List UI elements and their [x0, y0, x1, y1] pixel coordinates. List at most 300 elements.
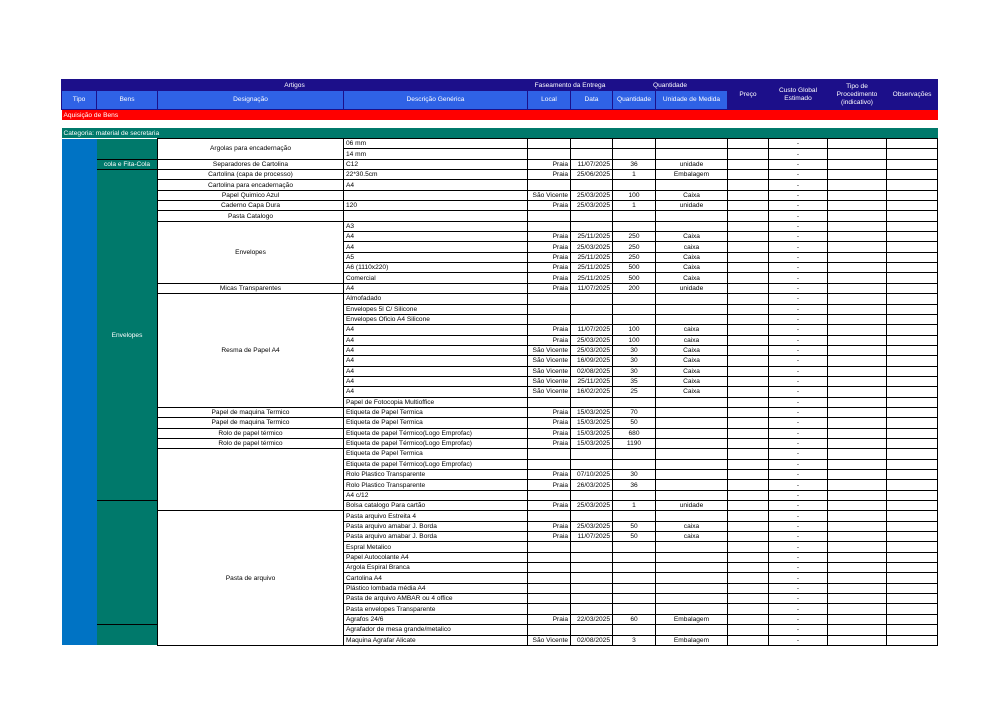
- local-cell: Praia: [528, 242, 571, 252]
- table-row: [62, 283, 938, 293]
- custo-cell: -: [769, 438, 828, 448]
- procedimento-cell: [828, 149, 887, 159]
- preco-cell: [728, 190, 769, 200]
- custo-cell: -: [769, 490, 828, 500]
- header-data: Data: [571, 91, 613, 110]
- local-cell: Praia: [528, 232, 571, 242]
- category-row: [62, 128, 938, 139]
- descricao-cell: Envelopes Oficio A4 Silicone: [344, 314, 528, 324]
- preco-cell: [728, 459, 769, 469]
- unidade-cell: [656, 438, 728, 448]
- local-cell: [528, 563, 571, 573]
- header-preco: Preço: [728, 80, 769, 110]
- procedimento-cell: [828, 532, 887, 542]
- procedimento-cell: [828, 573, 887, 583]
- descricao-cell: Etiqueta de papel Térmico(Logo Emprofac): [344, 428, 528, 438]
- custo-cell: -: [769, 542, 828, 552]
- unidade-cell: [656, 180, 728, 190]
- descricao-cell: Rolo Plastico Transparente: [344, 470, 528, 480]
- local-cell: Praia: [528, 273, 571, 283]
- descricao-cell: A4 c/12: [344, 490, 528, 500]
- observacoes-cell: [887, 511, 938, 521]
- preco-cell: [728, 335, 769, 345]
- data-cell: 25/11/2025: [571, 376, 613, 386]
- local-cell: [528, 449, 571, 459]
- observacoes-cell: [887, 252, 938, 262]
- header-tipo-procedimento: Tipo de Procedimento (indicativo): [828, 80, 887, 110]
- quantidade-cell: 100: [613, 335, 656, 345]
- custo-cell: -: [769, 263, 828, 273]
- quantidade-cell: 30: [613, 345, 656, 355]
- quantidade-cell: 30: [613, 366, 656, 376]
- procedimento-cell: [828, 594, 887, 604]
- quantidade-cell: 250: [613, 232, 656, 242]
- custo-cell: -: [769, 314, 828, 324]
- descricao-cell: [344, 190, 528, 200]
- data-cell: [571, 304, 613, 314]
- bens-cell: [97, 139, 158, 160]
- unidade-cell: [656, 449, 728, 459]
- local-cell: São Vicente: [528, 635, 571, 645]
- descricao-cell: Pasta arquivo Estreita 4: [344, 511, 528, 521]
- descricao-cell: Papel Autocolante A4: [344, 552, 528, 562]
- custo-cell: -: [769, 449, 828, 459]
- descricao-cell: A6 (1110x220): [344, 263, 528, 273]
- descricao-cell: Pasta envelopes Transparente: [344, 604, 528, 614]
- preco-cell: [728, 159, 769, 169]
- table-row: [62, 428, 938, 438]
- designacao-cell: Envelopes: [158, 221, 344, 283]
- observacoes-cell: [887, 273, 938, 283]
- custo-cell: -: [769, 594, 828, 604]
- local-cell: Praia: [528, 614, 571, 624]
- custo-cell: -: [769, 335, 828, 345]
- descricao-cell: 06 mm: [344, 139, 528, 149]
- unidade-cell: [656, 604, 728, 614]
- data-cell: 16/09/2025: [571, 356, 613, 366]
- procedimento-cell: [828, 583, 887, 593]
- custo-cell: -: [769, 532, 828, 542]
- table-row: [62, 407, 938, 417]
- custo-cell: -: [769, 201, 828, 211]
- descricao-cell: Almofadado: [344, 294, 528, 304]
- local-cell: São Vicente: [528, 190, 571, 200]
- unidade-cell: [656, 573, 728, 583]
- descricao-cell: A4: [344, 356, 528, 366]
- data-cell: 25/03/2025: [571, 190, 613, 200]
- preco-cell: [728, 211, 769, 221]
- quantidade-cell: [613, 294, 656, 304]
- section-title: Aquisição de Bens: [62, 110, 938, 121]
- unidade-cell: unidade: [656, 201, 728, 211]
- local-cell: Praia: [528, 201, 571, 211]
- local-cell: [528, 511, 571, 521]
- data-cell: 15/03/2025: [571, 428, 613, 438]
- unidade-cell: Embalagem: [656, 614, 728, 624]
- spacer-cell: [62, 120, 938, 128]
- preco-cell: [728, 614, 769, 624]
- table-row: [62, 221, 938, 231]
- descricao-cell: Maquina Agrafar Alicate: [344, 635, 528, 645]
- descricao-cell: A3: [344, 221, 528, 231]
- descricao-cell: Etiqueta de Papel Termica: [344, 449, 528, 459]
- custo-cell: -: [769, 614, 828, 624]
- descricao-cell: 22*30.5cm: [344, 170, 528, 180]
- observacoes-cell: [887, 139, 938, 149]
- local-cell: [528, 149, 571, 159]
- observacoes-cell: [887, 521, 938, 531]
- bens-cell: [97, 625, 158, 646]
- header-quantidade-group: Quantidade: [613, 80, 728, 91]
- procedimento-cell: [828, 438, 887, 448]
- unidade-cell: Caixa: [656, 376, 728, 386]
- procedimento-cell: [828, 159, 887, 169]
- quantidade-cell: [613, 583, 656, 593]
- procedimento-cell: [828, 459, 887, 469]
- descricao-cell: A4: [344, 242, 528, 252]
- table-row: [62, 159, 938, 169]
- observacoes-cell: [887, 573, 938, 583]
- quantidade-cell: 30: [613, 356, 656, 366]
- data-cell: [571, 604, 613, 614]
- local-cell: Praia: [528, 407, 571, 417]
- local-cell: [528, 221, 571, 231]
- preco-cell: [728, 325, 769, 335]
- procedimento-cell: [828, 480, 887, 490]
- quantidade-cell: 50: [613, 521, 656, 531]
- observacoes-cell: [887, 583, 938, 593]
- local-cell: [528, 211, 571, 221]
- local-cell: [528, 573, 571, 583]
- observacoes-cell: [887, 428, 938, 438]
- local-cell: São Vicente: [528, 356, 571, 366]
- unidade-cell: Caixa: [656, 252, 728, 262]
- observacoes-cell: [887, 501, 938, 511]
- unidade-cell: [656, 149, 728, 159]
- descricao-cell: Espral Metalico: [344, 542, 528, 552]
- quantidade-cell: [613, 459, 656, 469]
- observacoes-cell: [887, 635, 938, 645]
- unidade-cell: [656, 211, 728, 221]
- observacoes-cell: [887, 201, 938, 211]
- procedimento-cell: [828, 139, 887, 149]
- observacoes-cell: [887, 304, 938, 314]
- unidade-cell: Caixa: [656, 263, 728, 273]
- preco-cell: [728, 418, 769, 428]
- unidade-cell: [656, 459, 728, 469]
- custo-cell: -: [769, 407, 828, 417]
- data-cell: [571, 149, 613, 159]
- data-cell: 15/03/2025: [571, 418, 613, 428]
- descricao-cell: Plástico lombada média A4: [344, 583, 528, 593]
- local-cell: Praia: [528, 428, 571, 438]
- observacoes-cell: [887, 480, 938, 490]
- custo-cell: -: [769, 625, 828, 635]
- designacao-cell: Papel Quimico Azul: [158, 190, 344, 200]
- data-cell: [571, 139, 613, 149]
- procedimento-cell: [828, 521, 887, 531]
- custo-cell: -: [769, 190, 828, 200]
- header-designacao: Designação: [158, 91, 344, 110]
- quantidade-cell: 100: [613, 325, 656, 335]
- preco-cell: [728, 532, 769, 542]
- data-cell: [571, 573, 613, 583]
- observacoes-cell: [887, 376, 938, 386]
- table-row: [62, 418, 938, 428]
- local-cell: Praia: [528, 263, 571, 273]
- quantidade-cell: 680: [613, 428, 656, 438]
- quantidade-cell: 60: [613, 614, 656, 624]
- observacoes-cell: [887, 407, 938, 417]
- header-local: Local: [528, 91, 571, 110]
- procedimento-cell: [828, 294, 887, 304]
- preco-cell: [728, 542, 769, 552]
- custo-cell: -: [769, 573, 828, 583]
- data-cell: 25/03/2025: [571, 335, 613, 345]
- procedimento-cell: [828, 470, 887, 480]
- observacoes-cell: [887, 356, 938, 366]
- unidade-cell: Embalagem: [656, 635, 728, 645]
- table-row: [62, 294, 938, 304]
- preco-cell: [728, 252, 769, 262]
- custo-cell: -: [769, 511, 828, 521]
- descricao-cell: Pasta arquivo amabar J. Borda: [344, 532, 528, 542]
- quantidade-cell: [613, 149, 656, 159]
- local-cell: Praia: [528, 325, 571, 335]
- descricao-cell: Agrafador de mesa grande/metalico: [344, 625, 528, 635]
- unidade-cell: [656, 304, 728, 314]
- custo-cell: -: [769, 304, 828, 314]
- quantidade-cell: 500: [613, 263, 656, 273]
- quantidade-cell: [613, 625, 656, 635]
- quantidade-cell: [613, 221, 656, 231]
- procedimento-cell: [828, 625, 887, 635]
- preco-cell: [728, 366, 769, 376]
- custo-cell: -: [769, 480, 828, 490]
- observacoes-cell: [887, 345, 938, 355]
- bens-cell: Envelopes: [97, 170, 158, 501]
- procedimento-cell: [828, 449, 887, 459]
- data-cell: 25/11/2025: [571, 252, 613, 262]
- unidade-cell: [656, 428, 728, 438]
- quantidade-cell: [613, 542, 656, 552]
- local-cell: Praia: [528, 418, 571, 428]
- bens-cell: cola e Fita-Cola: [97, 159, 158, 169]
- local-cell: São Vicente: [528, 387, 571, 397]
- spacer-row: [62, 120, 938, 128]
- data-cell: [571, 490, 613, 500]
- unidade-cell: caixa: [656, 325, 728, 335]
- custo-cell: -: [769, 283, 828, 293]
- descricao-cell: Papel de Fotocopia Multioffice: [344, 397, 528, 407]
- custo-cell: -: [769, 635, 828, 645]
- observacoes-cell: [887, 438, 938, 448]
- observacoes-cell: [887, 190, 938, 200]
- preco-cell: [728, 345, 769, 355]
- observacoes-cell: [887, 232, 938, 242]
- custo-cell: -: [769, 501, 828, 511]
- unidade-cell: unidade: [656, 159, 728, 169]
- local-cell: [528, 552, 571, 562]
- local-cell: São Vicente: [528, 376, 571, 386]
- descricao-cell: A4: [344, 325, 528, 335]
- table-row: [62, 170, 938, 180]
- descricao-cell: Agrafos 24/6: [344, 614, 528, 624]
- unidade-cell: [656, 480, 728, 490]
- designacao-cell: [158, 449, 344, 511]
- table-row: [62, 139, 938, 149]
- descricao-cell: Pasta arquivo amabar J. Borda: [344, 521, 528, 531]
- descricao-cell: C12: [344, 159, 528, 169]
- local-cell: [528, 139, 571, 149]
- header-custo-global: Custo Global Estimado: [769, 80, 828, 110]
- descricao-cell: A4: [344, 345, 528, 355]
- descricao-cell: A4: [344, 283, 528, 293]
- data-cell: 16/02/2025: [571, 387, 613, 397]
- quantidade-cell: 36: [613, 159, 656, 169]
- designacao-cell: Micas Transparentes: [158, 283, 344, 293]
- preco-cell: [728, 170, 769, 180]
- procedimento-cell: [828, 273, 887, 283]
- data-cell: [571, 180, 613, 190]
- custo-cell: -: [769, 366, 828, 376]
- data-cell: [571, 221, 613, 231]
- custo-cell: -: [769, 325, 828, 335]
- procedimento-cell: [828, 563, 887, 573]
- quantidade-cell: 25: [613, 387, 656, 397]
- local-cell: [528, 304, 571, 314]
- procedimento-cell: [828, 283, 887, 293]
- procedimento-cell: [828, 304, 887, 314]
- preco-cell: [728, 180, 769, 190]
- procedimento-cell: [828, 170, 887, 180]
- quantidade-cell: 1: [613, 170, 656, 180]
- custo-cell: -: [769, 159, 828, 169]
- custo-cell: -: [769, 418, 828, 428]
- custo-cell: -: [769, 376, 828, 386]
- preco-cell: [728, 552, 769, 562]
- observacoes-cell: [887, 532, 938, 542]
- procedimento-cell: [828, 397, 887, 407]
- preco-cell: [728, 635, 769, 645]
- preco-cell: [728, 201, 769, 211]
- quantidade-cell: [613, 563, 656, 573]
- unidade-cell: caixa: [656, 532, 728, 542]
- unidade-cell: [656, 221, 728, 231]
- unidade-cell: [656, 583, 728, 593]
- observacoes-cell: [887, 283, 938, 293]
- local-cell: [528, 180, 571, 190]
- data-cell: 25/03/2025: [571, 501, 613, 511]
- local-cell: Praia: [528, 335, 571, 345]
- local-cell: [528, 583, 571, 593]
- preco-cell: [728, 573, 769, 583]
- preco-cell: [728, 583, 769, 593]
- local-cell: Praia: [528, 480, 571, 490]
- procedimento-cell: [828, 376, 887, 386]
- unidade-cell: Caixa: [656, 190, 728, 200]
- observacoes-cell: [887, 418, 938, 428]
- observacoes-cell: [887, 563, 938, 573]
- table-row: [62, 211, 938, 221]
- observacoes-cell: [887, 625, 938, 635]
- preco-cell: [728, 376, 769, 386]
- observacoes-cell: [887, 211, 938, 221]
- data-cell: [571, 511, 613, 521]
- preco-cell: [728, 438, 769, 448]
- quantidade-cell: 3: [613, 635, 656, 645]
- data-cell: 02/08/2025: [571, 635, 613, 645]
- data-cell: [571, 594, 613, 604]
- unidade-cell: [656, 470, 728, 480]
- observacoes-cell: [887, 335, 938, 345]
- data-cell: 25/03/2025: [571, 345, 613, 355]
- procedimento-cell: [828, 428, 887, 438]
- header-quantidade: Quantidade: [613, 91, 656, 110]
- preco-cell: [728, 139, 769, 149]
- data-cell: [571, 542, 613, 552]
- tipo-cell: [62, 139, 97, 646]
- data-cell: 26/03/2025: [571, 480, 613, 490]
- local-cell: [528, 490, 571, 500]
- procedimento-cell: [828, 263, 887, 273]
- data-cell: [571, 563, 613, 573]
- preco-cell: [728, 449, 769, 459]
- quantidade-cell: [613, 552, 656, 562]
- data-cell: [571, 314, 613, 324]
- custo-cell: -: [769, 211, 828, 221]
- quantidade-cell: 35: [613, 376, 656, 386]
- local-cell: [528, 397, 571, 407]
- quantidade-cell: 70: [613, 407, 656, 417]
- unidade-cell: caixa: [656, 521, 728, 531]
- preco-cell: [728, 397, 769, 407]
- designacao-cell: Separadores de Cartolina: [158, 159, 344, 169]
- descricao-cell: Etiqueta de Papel Termica: [344, 418, 528, 428]
- local-cell: [528, 459, 571, 469]
- procedimento-cell: [828, 614, 887, 624]
- quantidade-cell: 1: [613, 501, 656, 511]
- custo-cell: -: [769, 428, 828, 438]
- quantidade-cell: 50: [613, 418, 656, 428]
- designacao-cell: Papel de maquina Termico: [158, 407, 344, 417]
- procedimento-cell: [828, 232, 887, 242]
- observacoes-cell: [887, 159, 938, 169]
- observacoes-cell: [887, 170, 938, 180]
- quantidade-cell: [613, 490, 656, 500]
- unidade-cell: [656, 397, 728, 407]
- descricao-cell: A4: [344, 232, 528, 242]
- unidade-cell: [656, 563, 728, 573]
- designacao-cell: Argolas para encadernação: [158, 139, 344, 160]
- designacao-cell: Rolo de papel térmico: [158, 428, 344, 438]
- designacao-cell: Papel de maquina Termico: [158, 418, 344, 428]
- unidade-cell: [656, 594, 728, 604]
- local-cell: Praia: [528, 501, 571, 511]
- header-tipo: Tipo: [62, 91, 97, 110]
- data-cell: [571, 294, 613, 304]
- designacao-cell: Cartolina para encadernação: [158, 180, 344, 190]
- preco-cell: [728, 232, 769, 242]
- descricao-cell: Cartolina A4: [344, 573, 528, 583]
- quantidade-cell: [613, 511, 656, 521]
- observacoes-cell: [887, 149, 938, 159]
- custo-cell: -: [769, 387, 828, 397]
- local-cell: [528, 604, 571, 614]
- data-cell: [571, 397, 613, 407]
- custo-cell: -: [769, 170, 828, 180]
- quantidade-cell: 50: [613, 532, 656, 542]
